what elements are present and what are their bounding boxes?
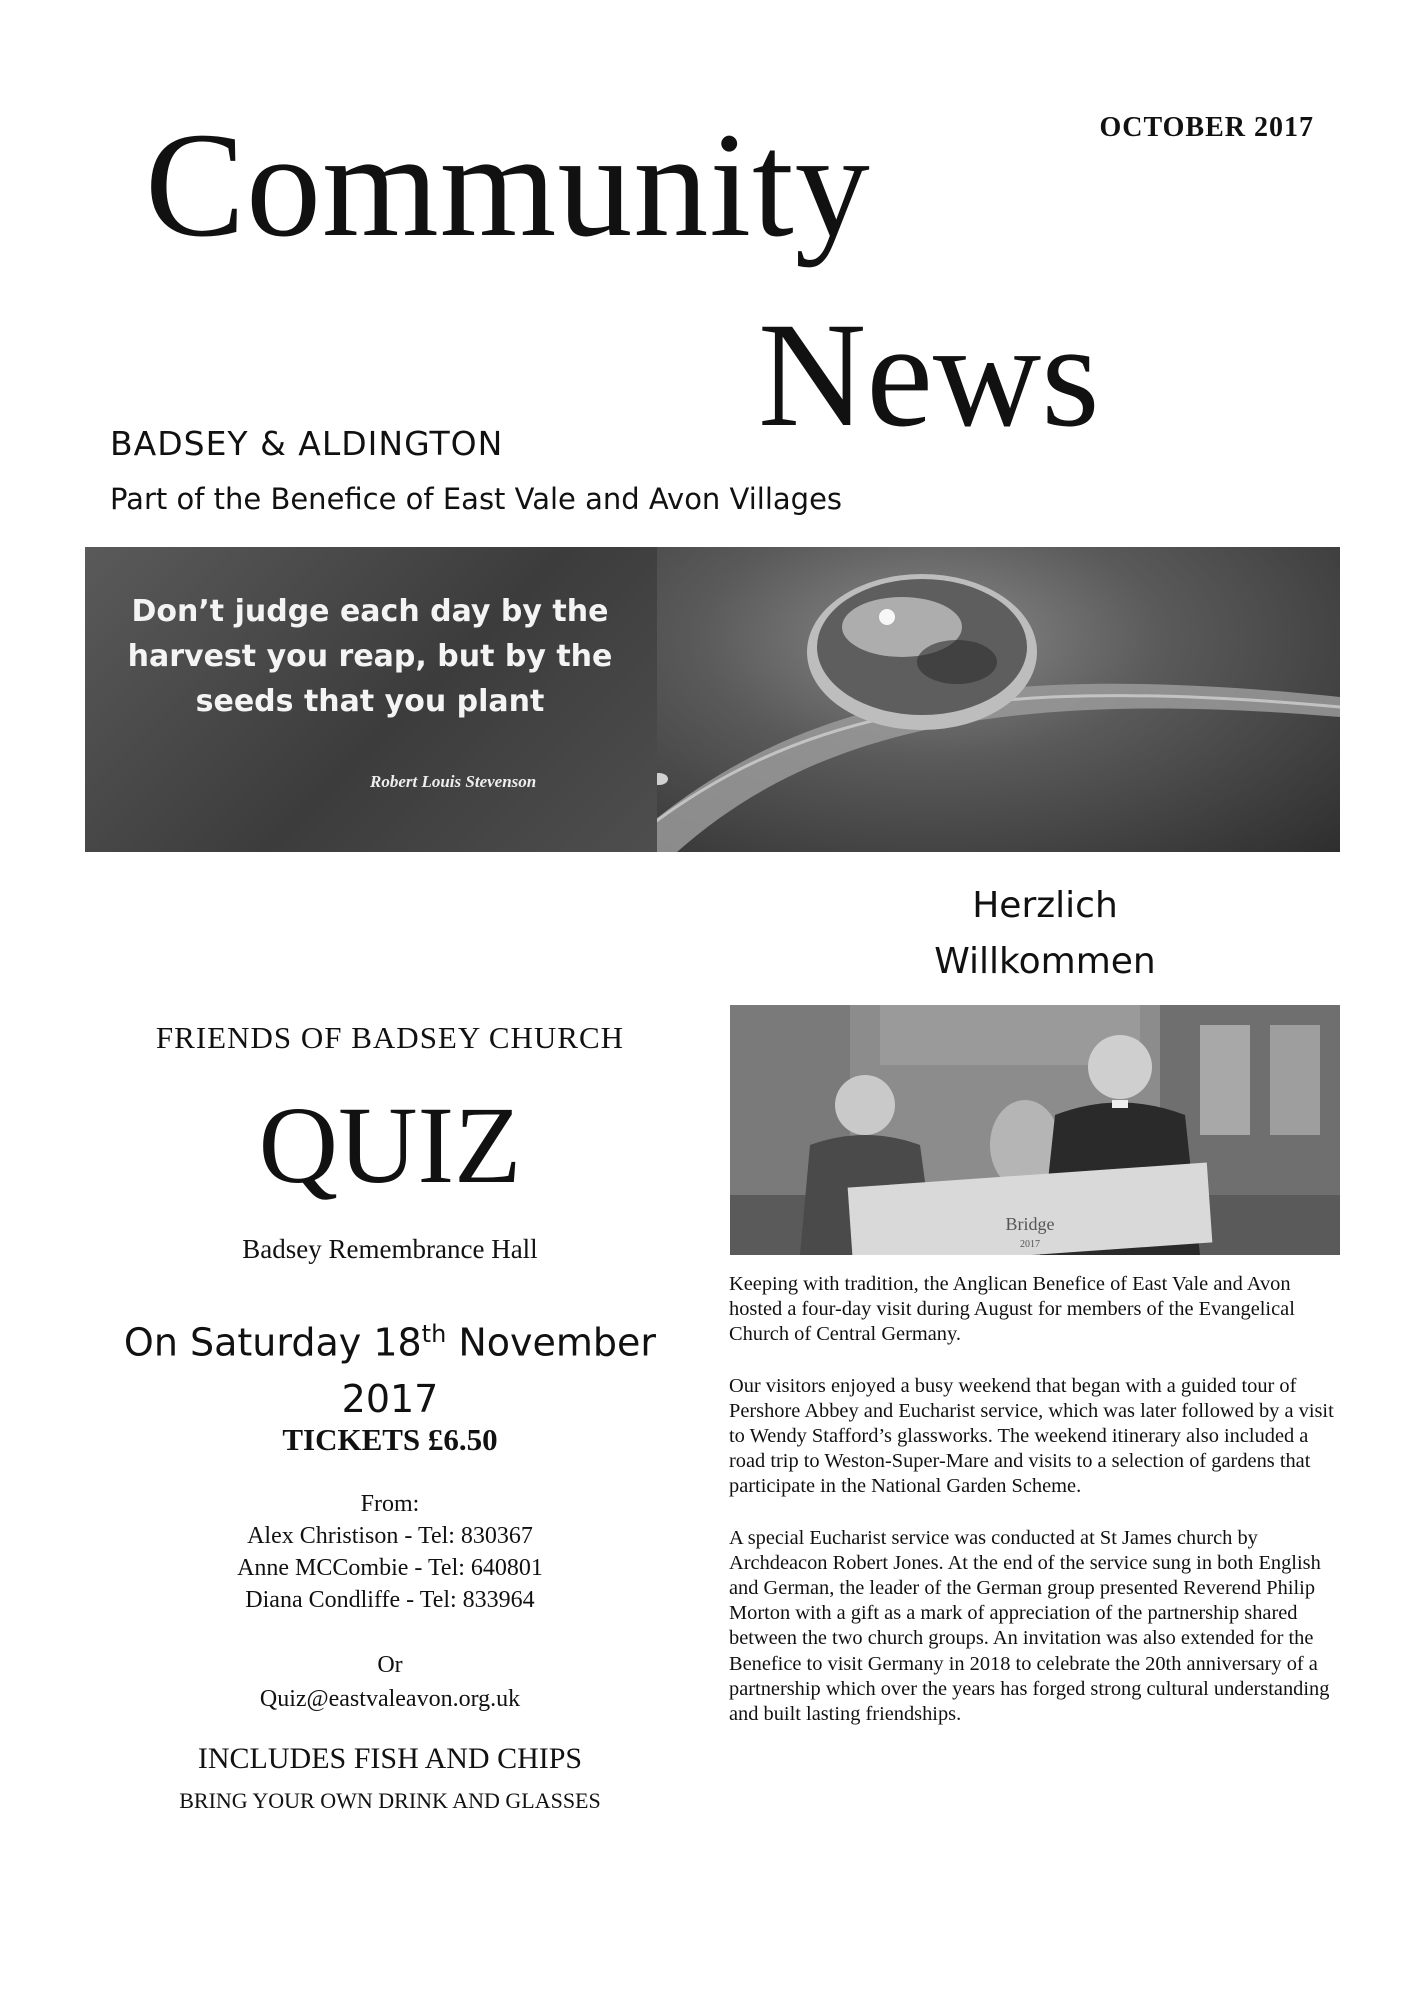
quiz-date [80,1306,700,1427]
quote-author: Robert Louis Stevenson [370,772,537,791]
banner-quote [105,589,635,724]
dewdrop-photo [657,547,1340,852]
article-paragraph: Keeping with tradition, the Anglican Benefice of East Vale and Avon hosted a four-day visit during August for members of the Evangelical Church of Central Germany. [729,1273,1295,1346]
article-paragraph: Our visitors enjoyed a busy weekend that began with a guided tour of Pershore Abbey and Eucharist service, which was later followed by a visit to Wendy Stafford’s glassworks. The weekend itinerary also included a road trip to Weston-Super-Mare and visits to a selection of gardens that participate in the National Garden Scheme. [729,1374,1334,1498]
contacts-or-label: Or [377,1652,403,1678]
quiz-contacts [80,1488,700,1616]
photo-caption-year: 2017 [1020,1239,1040,1250]
quiz-venue: Badsey Remembrance Hall [242,1234,538,1264]
banner-quote-line: seeds that you plant [195,684,545,719]
quiz-byo-note: BRING YOUR OWN DRINK AND GLASSES [179,1788,601,1813]
two-people-holding-gift-image [730,1005,1340,1255]
contact-entry: Alex Christison - Tel: 830367 [247,1523,533,1549]
issue-date: OCTOBER 2017 [1099,112,1314,143]
quiz-date-year: 2017 [341,1376,439,1421]
dewdrop-on-leaf-image [657,547,1340,852]
quiz-includes: INCLUDES FISH AND CHIPS [197,1742,583,1775]
quote-banner [85,547,1340,852]
quiz-date-month: November [446,1320,657,1365]
photo-caption-text: Bridge [1005,1214,1055,1234]
quiz-email: Quiz@eastvaleavon.org.uk [259,1686,521,1712]
benefice-subtitle: Part of the Benefice of East Vale and Avon Villages [110,482,843,516]
quiz-tickets: TICKETS £6.50 [282,1422,498,1457]
welcome-article [729,1272,1341,1753]
contact-entry: Diana Condliffe - Tel: 833964 [245,1587,535,1613]
quiz-date-ordinal: th [421,1320,447,1348]
banner-quote-line: Don’t judge each day by the [131,594,609,629]
quiz-organiser: FRIENDS OF BADSEY CHURCH [155,1020,625,1055]
contacts-from-label: From: [360,1491,420,1517]
welcome-heading-line: Willkommen [934,941,1156,982]
article-paragraph: A special Eucharist service was conducted at St James church by Archdeacon Robert Jones. At the end of the service sung in both English and German, the leader of the German group presented Reverend Philip Morton with a gift as a mark of appreciation of the partnership shared between the two church groups. An invitation was also extended for the Benefice to visit Germany in 2018 to celebrate the 20th anniversary of a partnership which over the years has forged strong cultural understanding and built lasting friendships. [729,1526,1330,1726]
masthead-title-community: Community [145,102,871,268]
welcome-heading-line: Herzlich [972,885,1118,926]
visit-photo [730,1005,1340,1255]
masthead-title-news: News [758,292,1100,458]
village-name: BADSEY & ALDINGTON [110,424,504,463]
banner-quote-line: harvest you reap, but by the [127,639,613,674]
quiz-title: QUIZ [258,1084,522,1206]
contact-entry: Anne MCCombie - Tel: 640801 [237,1555,543,1581]
welcome-heading [880,878,1210,990]
quiz-date-day: On Saturday 18 [123,1320,422,1365]
